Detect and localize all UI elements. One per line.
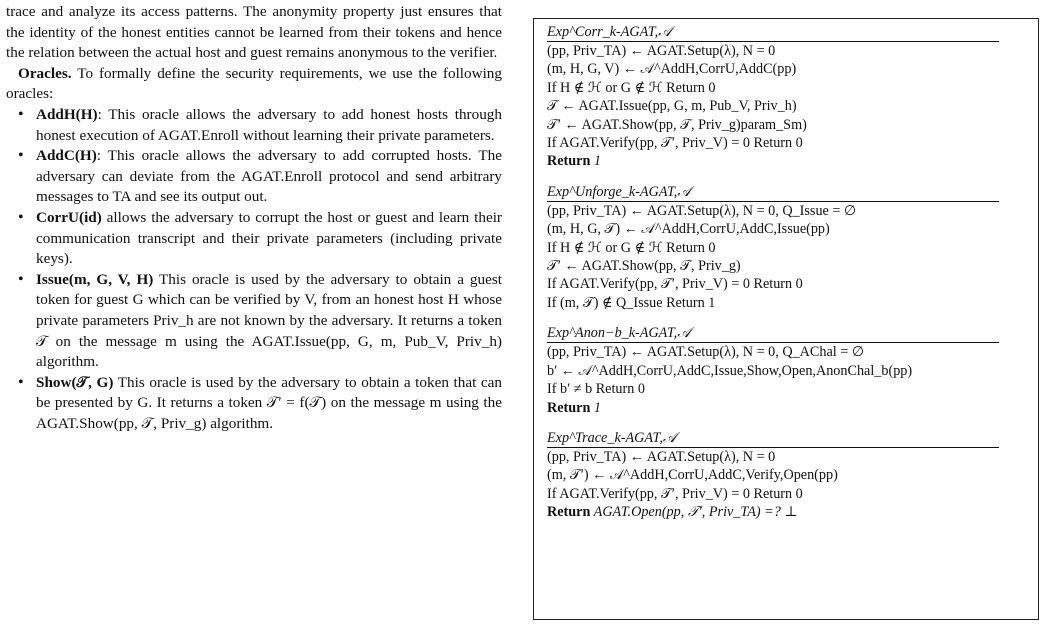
experiment-line: (m, 𝒯′) ← 𝒜^AddH,CorrU,AddC,Verify,Open(pp) (547, 467, 838, 484)
experiment-line: If AGAT.Verify(pp, 𝒯′, Priv_V) = 0 Return 0 (547, 276, 803, 293)
oracle-item (6, 105, 502, 146)
left-column (6, 2, 502, 434)
experiment-line: If (m, 𝒯) ∉ Q_Issue Return 1 (547, 294, 716, 311)
experiment-title: Exp^Unforge_k-AGAT,𝒜 (547, 184, 999, 202)
experiment-line: Return 1 (547, 399, 601, 416)
experiment-title: Exp^Trace_k-AGAT,𝒜 (547, 430, 999, 448)
oracles-intro: To formally define the security requirements, we use the following oracles: (6, 64, 502, 103)
experiment-anon (547, 325, 1038, 417)
experiment-line: 𝒯 ← AGAT.Issue(pp, G, m, Pub_V, Priv_h) (547, 98, 797, 115)
experiment-line: (m, H, G, V) ← 𝒜^AddH,CorrU,AddC(pp) (547, 61, 797, 78)
experiment-line: (pp, Priv_TA) ← AGAT.Setup(λ), N = 0, Q_AChal = ∅ (547, 344, 865, 361)
experiment-line: 𝒯′ ← AGAT.Show(pp, 𝒯, Priv_g) (547, 258, 741, 275)
oracle-text: : This oracle allows the adversary to add corrupted hosts. The adversary can deviate from the AGAT.Enroll protocol and send arbitrary messages to TA and see its output out. (36, 147, 502, 206)
experiment-title: Exp^Corr_k-AGAT,𝒜 (547, 24, 999, 42)
oracle-item (6, 146, 502, 208)
intro-paragraph: trace and analyze its access patterns. The anonymity property just ensures that the identity of the honest entities cannot be learned from their tokens and hence the relation between the actual host and guest remains anonymous to the verifier. (6, 3, 502, 62)
experiment-unforge (547, 184, 1038, 312)
experiment-line: If AGAT.Verify(pp, 𝒯′, Priv_V) = 0 Return 0 (547, 485, 803, 502)
oracle-text: This oracle is used by the adversary to obtain a guest token for guest G which can be verified by V, from an honest host H whose private parameters Priv_h are not known by the adversary. It returns a token 𝒯 on the message m using the AGAT.Issue(pp, G, m, Pub_V, Priv_h) algorithm. (36, 270, 502, 371)
experiment-line: (pp, Priv_TA) ← AGAT.Setup(λ), N = 0 (547, 448, 776, 465)
oracle-list (6, 105, 502, 435)
experiment-title: Exp^Anon−b_k-AGAT,𝒜 (547, 325, 999, 343)
oracle-text: allows the adversary to corrupt the host or guest and learn their communication transcript and their private parameters (including private keys). (36, 208, 502, 268)
oracle-item (6, 208, 502, 270)
experiment-line: (pp, Priv_TA) ← AGAT.Setup(λ), N = 0 (547, 43, 776, 59)
oracle-text: : This oracle allows the adversary to add honest hosts through honest execution of AGAT.Enroll without learning their private parameters. (36, 105, 502, 144)
experiment-line: If b′ ≠ b Return 0 (547, 381, 645, 398)
experiment-line: Return 1 (547, 153, 601, 170)
oracle-name: Show(𝒯, G) (36, 373, 114, 391)
oracles-paragraph (6, 64, 502, 105)
experiment-corr (547, 24, 1038, 171)
oracle-name: AddH(H) (36, 105, 98, 123)
experiment-line: 𝒯′ ← AGAT.Show(pp, 𝒯, Priv_g)param_Sm) (547, 116, 807, 133)
oracle-name: Issue(m, G, V, H) (36, 270, 154, 288)
experiment-trace (547, 430, 1038, 522)
oracle-name: CorrU(id) (36, 208, 102, 226)
experiment-line: (pp, Priv_TA) ← AGAT.Setup(λ), N = 0, Q_Issue = ∅ (547, 202, 857, 219)
oracle-item (6, 270, 502, 373)
experiments-figure (533, 18, 1039, 620)
oracle-item (6, 373, 502, 435)
oracle-text: This oracle is used by the adversary to obtain a token that can be presented by G. It returns a token 𝒯′ = f(𝒯) on the message m using the AGAT.Show(pp, 𝒯, Priv_g) algorithm. (36, 373, 502, 432)
experiment-line: (m, H, G, 𝒯) ← 𝒜^AddH,CorrU,AddC,Issue(pp) (547, 221, 830, 238)
experiment-line: Return AGAT.Open(pp, 𝒯′, Priv_TA) =? ⊥ (547, 504, 798, 521)
oracle-name: AddC(H) (36, 147, 97, 165)
experiment-line: b′ ← 𝒜^AddH,CorrU,AddC,Issue,Show,Open,AnonChal_b(pp) (547, 362, 913, 379)
oracles-heading: Oracles. (18, 64, 72, 82)
experiment-line: If H ∉ ℋ or G ∉ ℋ Return 0 (547, 79, 716, 96)
experiment-line: If AGAT.Verify(pp, 𝒯′, Priv_V) = 0 Return 0 (547, 135, 803, 152)
experiment-line: If H ∉ ℋ or G ∉ ℋ Return 0 (547, 239, 716, 256)
